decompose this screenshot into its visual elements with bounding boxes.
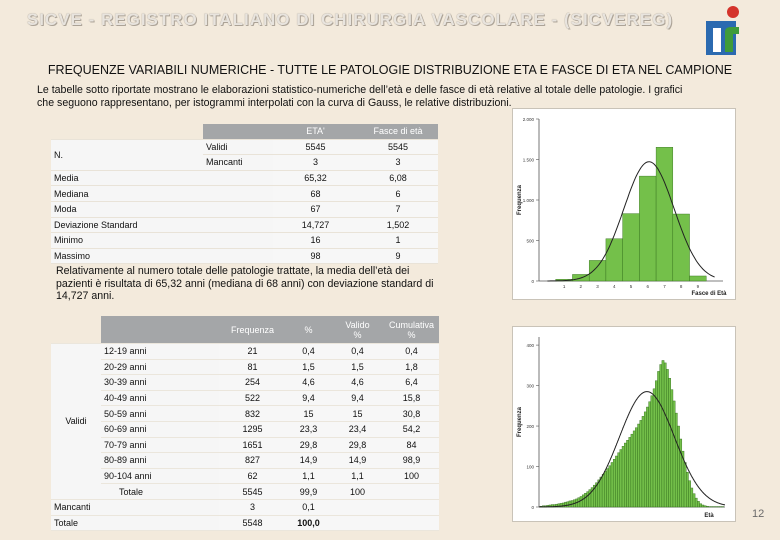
histogram-bar	[569, 501, 571, 507]
intro-line-2: che seguono rappresentano, per istogrammi interpolati con la curva di Gauss, le relative distribuzioni.	[37, 97, 512, 109]
y-axis-label: Frequenza	[517, 406, 523, 438]
pct-value: 100,0	[286, 515, 331, 531]
freq-value: 832	[219, 406, 286, 422]
histogram-bar	[582, 495, 584, 507]
histogram-bar	[589, 260, 606, 281]
cum-value: 30,8	[384, 406, 439, 422]
histogram-bar	[567, 502, 569, 507]
histogram-bar	[704, 506, 706, 507]
freq-row	[51, 437, 439, 453]
validi-fasce: 5545	[358, 139, 438, 155]
histogram-bar	[633, 431, 635, 507]
freq-value: 827	[219, 453, 286, 469]
y-tick-label: 2.000	[522, 117, 534, 122]
stat-label: Mediana	[51, 186, 273, 202]
cum-value: 100	[384, 468, 439, 484]
stat-fasce: 9	[358, 248, 438, 264]
histogram-bar	[691, 488, 693, 507]
histogram-bar	[609, 466, 611, 507]
stat-eta: 68	[273, 186, 358, 202]
freq-value: 5545	[219, 484, 286, 500]
histogram-bar	[680, 439, 682, 507]
freq-row	[51, 468, 439, 484]
histogram-bar	[653, 389, 655, 507]
freq-row	[51, 344, 439, 360]
histogram-bar	[607, 469, 609, 507]
stats-row	[51, 186, 438, 202]
y-tick-label: 100	[526, 464, 534, 470]
mancanti-label: Mancanti	[51, 499, 219, 515]
freq-value: 5548	[219, 515, 286, 531]
freq-value: 21	[219, 344, 286, 360]
pct-value: 4,6	[286, 375, 331, 391]
histogram-bar	[564, 502, 566, 507]
age-range: 90-104 anni	[101, 468, 219, 484]
stat-label: Minimo	[51, 233, 273, 249]
pct-value: 0,1	[286, 499, 331, 515]
freq-header-row	[51, 316, 439, 344]
stat-fasce: 1	[358, 233, 438, 249]
x-tick-label: 5	[629, 284, 633, 289]
histogram-bar	[613, 459, 615, 507]
histogram-bar	[580, 496, 582, 507]
histogram-bar	[669, 378, 671, 507]
cum-value: 1,8	[384, 359, 439, 375]
valid-value: 9,4	[331, 390, 384, 406]
x-tick-label: 2	[579, 284, 583, 289]
freq-value: 1295	[219, 421, 286, 437]
freq-row	[51, 406, 439, 422]
stat-label: Deviazione Standard	[51, 217, 273, 233]
histogram-bar	[584, 493, 586, 507]
histogram-bar	[656, 147, 673, 281]
histogram-bar	[635, 428, 637, 507]
histogram-bar	[684, 462, 686, 507]
histogram-bar	[629, 437, 631, 507]
age-range: 30-39 anni	[101, 375, 219, 391]
header-title: SICVE - REGISTRO ITALIANO DI CHIRURGIA VASCOLARE - (SICVEREG)	[26, 10, 674, 29]
x-tick-label: 4	[613, 284, 616, 289]
freq-value: 3	[219, 499, 286, 515]
validi-label: Validi	[203, 139, 273, 155]
histogram-bar	[626, 440, 628, 507]
y-axis-label: Frequenza	[517, 184, 523, 216]
pct-value: 15	[286, 406, 331, 422]
stats-row-validi	[51, 139, 438, 155]
x-tick-label: 6	[646, 284, 649, 289]
logo-dot	[727, 6, 739, 18]
valid-value: 0,4	[331, 344, 384, 360]
section-title: FREQUENZE VARIABILI NUMERICHE - TUTTE LE PATOLOGIE DISTRIBUZIONE ETA E FASCE DI ETA NEL CAMPIONE	[47, 63, 733, 77]
histogram-bar	[649, 402, 651, 507]
histogram-bar	[640, 420, 642, 507]
histogram-bar	[688, 481, 690, 507]
x-tick-label: 8	[679, 284, 683, 289]
x-tick-label: 1	[562, 284, 566, 289]
freq-row	[51, 359, 439, 375]
stats-table	[51, 124, 438, 264]
histogram-bar	[686, 472, 688, 507]
age-range: 12-19 anni	[101, 344, 219, 360]
mancanti-label: Mancanti	[203, 155, 273, 171]
freq-value: 522	[219, 390, 286, 406]
x-tick-label: 9	[696, 284, 700, 289]
histogram-bar	[657, 371, 659, 507]
age-range: 40-49 anni	[101, 390, 219, 406]
stat-eta: 98	[273, 248, 358, 264]
pct-value: 99,9	[286, 484, 331, 500]
freq-row-totale	[51, 515, 439, 531]
col-frequenza: Frequenza	[219, 316, 286, 344]
histogram-bar	[631, 434, 633, 507]
y-tick-label: 0	[531, 505, 534, 510]
y-tick-label: 500	[526, 238, 534, 244]
valid-value: 23,4	[331, 421, 384, 437]
cum-value: 15,8	[384, 390, 439, 406]
histogram-bar	[618, 453, 620, 507]
freq-row-totale-validi	[51, 484, 439, 500]
histogram-bar	[697, 501, 699, 507]
stat-fasce: 6	[358, 186, 438, 202]
stat-eta: 14,727	[273, 217, 358, 233]
age-range: 70-79 anni	[101, 437, 219, 453]
stats-row	[51, 201, 438, 217]
x-tick-label: 3	[596, 284, 599, 289]
page-number: 12	[752, 508, 765, 520]
histogram-bar	[660, 365, 662, 507]
x-tick-label: 7	[663, 284, 666, 289]
y-tick-label: 0	[531, 279, 534, 284]
intro-line-1: Le tabelle sotto riportate mostrano le elaborazioni statistico-numeriche dell’età e delle fasce di età relative al totale delle patologie. I grafici	[37, 84, 683, 96]
pct-value: 9,4	[286, 390, 331, 406]
frequency-table	[51, 316, 439, 531]
pct-value: 23,3	[286, 421, 331, 437]
histogram-bar	[662, 360, 664, 507]
totale-label: Totale	[51, 515, 219, 531]
histogram-bar	[673, 214, 690, 281]
stat-eta: 16	[273, 233, 358, 249]
cum-value: 0,4	[384, 344, 439, 360]
pct-value: 14,9	[286, 453, 331, 469]
freq-row	[51, 453, 439, 469]
stats-header-row	[51, 124, 438, 139]
freq-row	[51, 421, 439, 437]
mancanti-fasce: 3	[358, 155, 438, 171]
x-axis-label: Fasce di Età	[691, 291, 727, 297]
logo-r-shape	[725, 27, 739, 52]
cum-value: 98,9	[384, 453, 439, 469]
histogram-bar	[706, 506, 708, 507]
col-percent: %	[286, 316, 331, 344]
pct-value: 0,4	[286, 344, 331, 360]
col-valid-line1: Valido	[345, 319, 370, 330]
col-eta: ETA'	[273, 124, 358, 139]
stat-eta: 65,32	[273, 170, 358, 186]
stat-eta: 67	[273, 201, 358, 217]
valid-value: 1,5	[331, 359, 384, 375]
stat-label: Media	[51, 170, 273, 186]
cum-value: 84	[384, 437, 439, 453]
histogram-bar	[611, 462, 613, 507]
col-fasce: Fasce di età	[358, 124, 438, 139]
histogram-bar	[651, 396, 653, 507]
histogram-bar	[602, 474, 604, 507]
histogram-bar	[604, 471, 606, 507]
histogram-bar	[606, 239, 623, 281]
pct-value: 29,8	[286, 437, 331, 453]
valid-value: 100	[331, 484, 384, 500]
histogram-bar	[624, 443, 626, 507]
valid-value: 1,1	[331, 468, 384, 484]
pct-value: 1,5	[286, 359, 331, 375]
sicve-logo	[703, 5, 747, 57]
histogram-bar	[644, 412, 646, 507]
validi-eta: 5545	[273, 139, 358, 155]
freq-row	[51, 375, 439, 391]
histogram-bar	[700, 504, 702, 507]
histogram-bar	[622, 446, 624, 507]
fasce-eta-histogram	[512, 108, 736, 300]
logo-i-stem	[713, 28, 721, 52]
valid-value: 15	[331, 406, 384, 422]
summary-text: Relativamente al numero totale delle patologie trattate, la media dell’età dei pazienti è risultata di 65,32 anni (mediana di 68 anni) con deviazione standard di 14,727 anni.	[56, 265, 434, 302]
histogram-bar	[623, 214, 640, 281]
stat-fasce: 7	[358, 201, 438, 217]
age-range: 50-59 anni	[101, 406, 219, 422]
histogram-bar	[664, 363, 666, 507]
histogram-bar	[639, 176, 656, 281]
intro-text	[37, 84, 727, 110]
col-cumulativa: Cumulativa %	[384, 316, 439, 344]
y-tick-label: 300	[526, 383, 534, 389]
histogram-bar	[638, 424, 640, 507]
freq-value: 62	[219, 468, 286, 484]
stats-row	[51, 217, 438, 233]
age-range: 80-89 anni	[101, 453, 219, 469]
valid-value: 14,9	[331, 453, 384, 469]
histogram-bar	[600, 477, 602, 507]
x-axis-label: Età	[704, 513, 714, 519]
col-valid-percent	[331, 316, 384, 344]
stat-fasce: 6,08	[358, 170, 438, 186]
age-range: 20-29 anni	[101, 359, 219, 375]
age-range: 60-69 anni	[101, 421, 219, 437]
histogram-bar	[646, 407, 648, 507]
cum-value: 54,2	[384, 421, 439, 437]
mancanti-eta: 3	[273, 155, 358, 171]
y-tick-label: 200	[526, 424, 534, 430]
eta-histogram	[512, 326, 736, 522]
histogram-bar	[671, 390, 673, 507]
histogram-bar	[673, 401, 675, 507]
histogram-bar	[587, 492, 589, 507]
col-valid-line2: %	[353, 329, 362, 340]
pct-value: 1,1	[286, 468, 331, 484]
stats-row	[51, 248, 438, 264]
histogram-bar	[620, 450, 622, 507]
histogram-bar	[693, 494, 695, 507]
freq-value: 254	[219, 375, 286, 391]
histogram-bar	[695, 498, 697, 507]
histogram-bar	[702, 505, 704, 507]
cum-value: 6,4	[384, 375, 439, 391]
stat-label: Massimo	[51, 248, 273, 264]
stats-row	[51, 233, 438, 249]
validi-group-label: Validi	[51, 344, 101, 500]
n-label: N.	[51, 139, 203, 170]
histogram-bar	[666, 369, 668, 507]
histogram-bar	[675, 413, 677, 507]
freq-row	[51, 390, 439, 406]
valid-value: 4,6	[331, 375, 384, 391]
stat-label: Moda	[51, 201, 273, 217]
freq-value: 1651	[219, 437, 286, 453]
freq-value: 81	[219, 359, 286, 375]
totale-inner-label: Totale	[101, 484, 219, 500]
y-tick-label: 1.500	[522, 157, 534, 163]
freq-row-mancanti	[51, 499, 439, 515]
y-tick-label: 1.000	[522, 198, 534, 203]
histogram-bar	[642, 416, 644, 507]
y-tick-label: 400	[526, 343, 534, 349]
histogram-bar	[615, 456, 617, 507]
stat-fasce: 1,502	[358, 217, 438, 233]
stats-row	[51, 170, 438, 186]
histogram-bar	[677, 426, 679, 507]
histogram-bar	[690, 276, 707, 281]
valid-value: 29,8	[331, 437, 384, 453]
